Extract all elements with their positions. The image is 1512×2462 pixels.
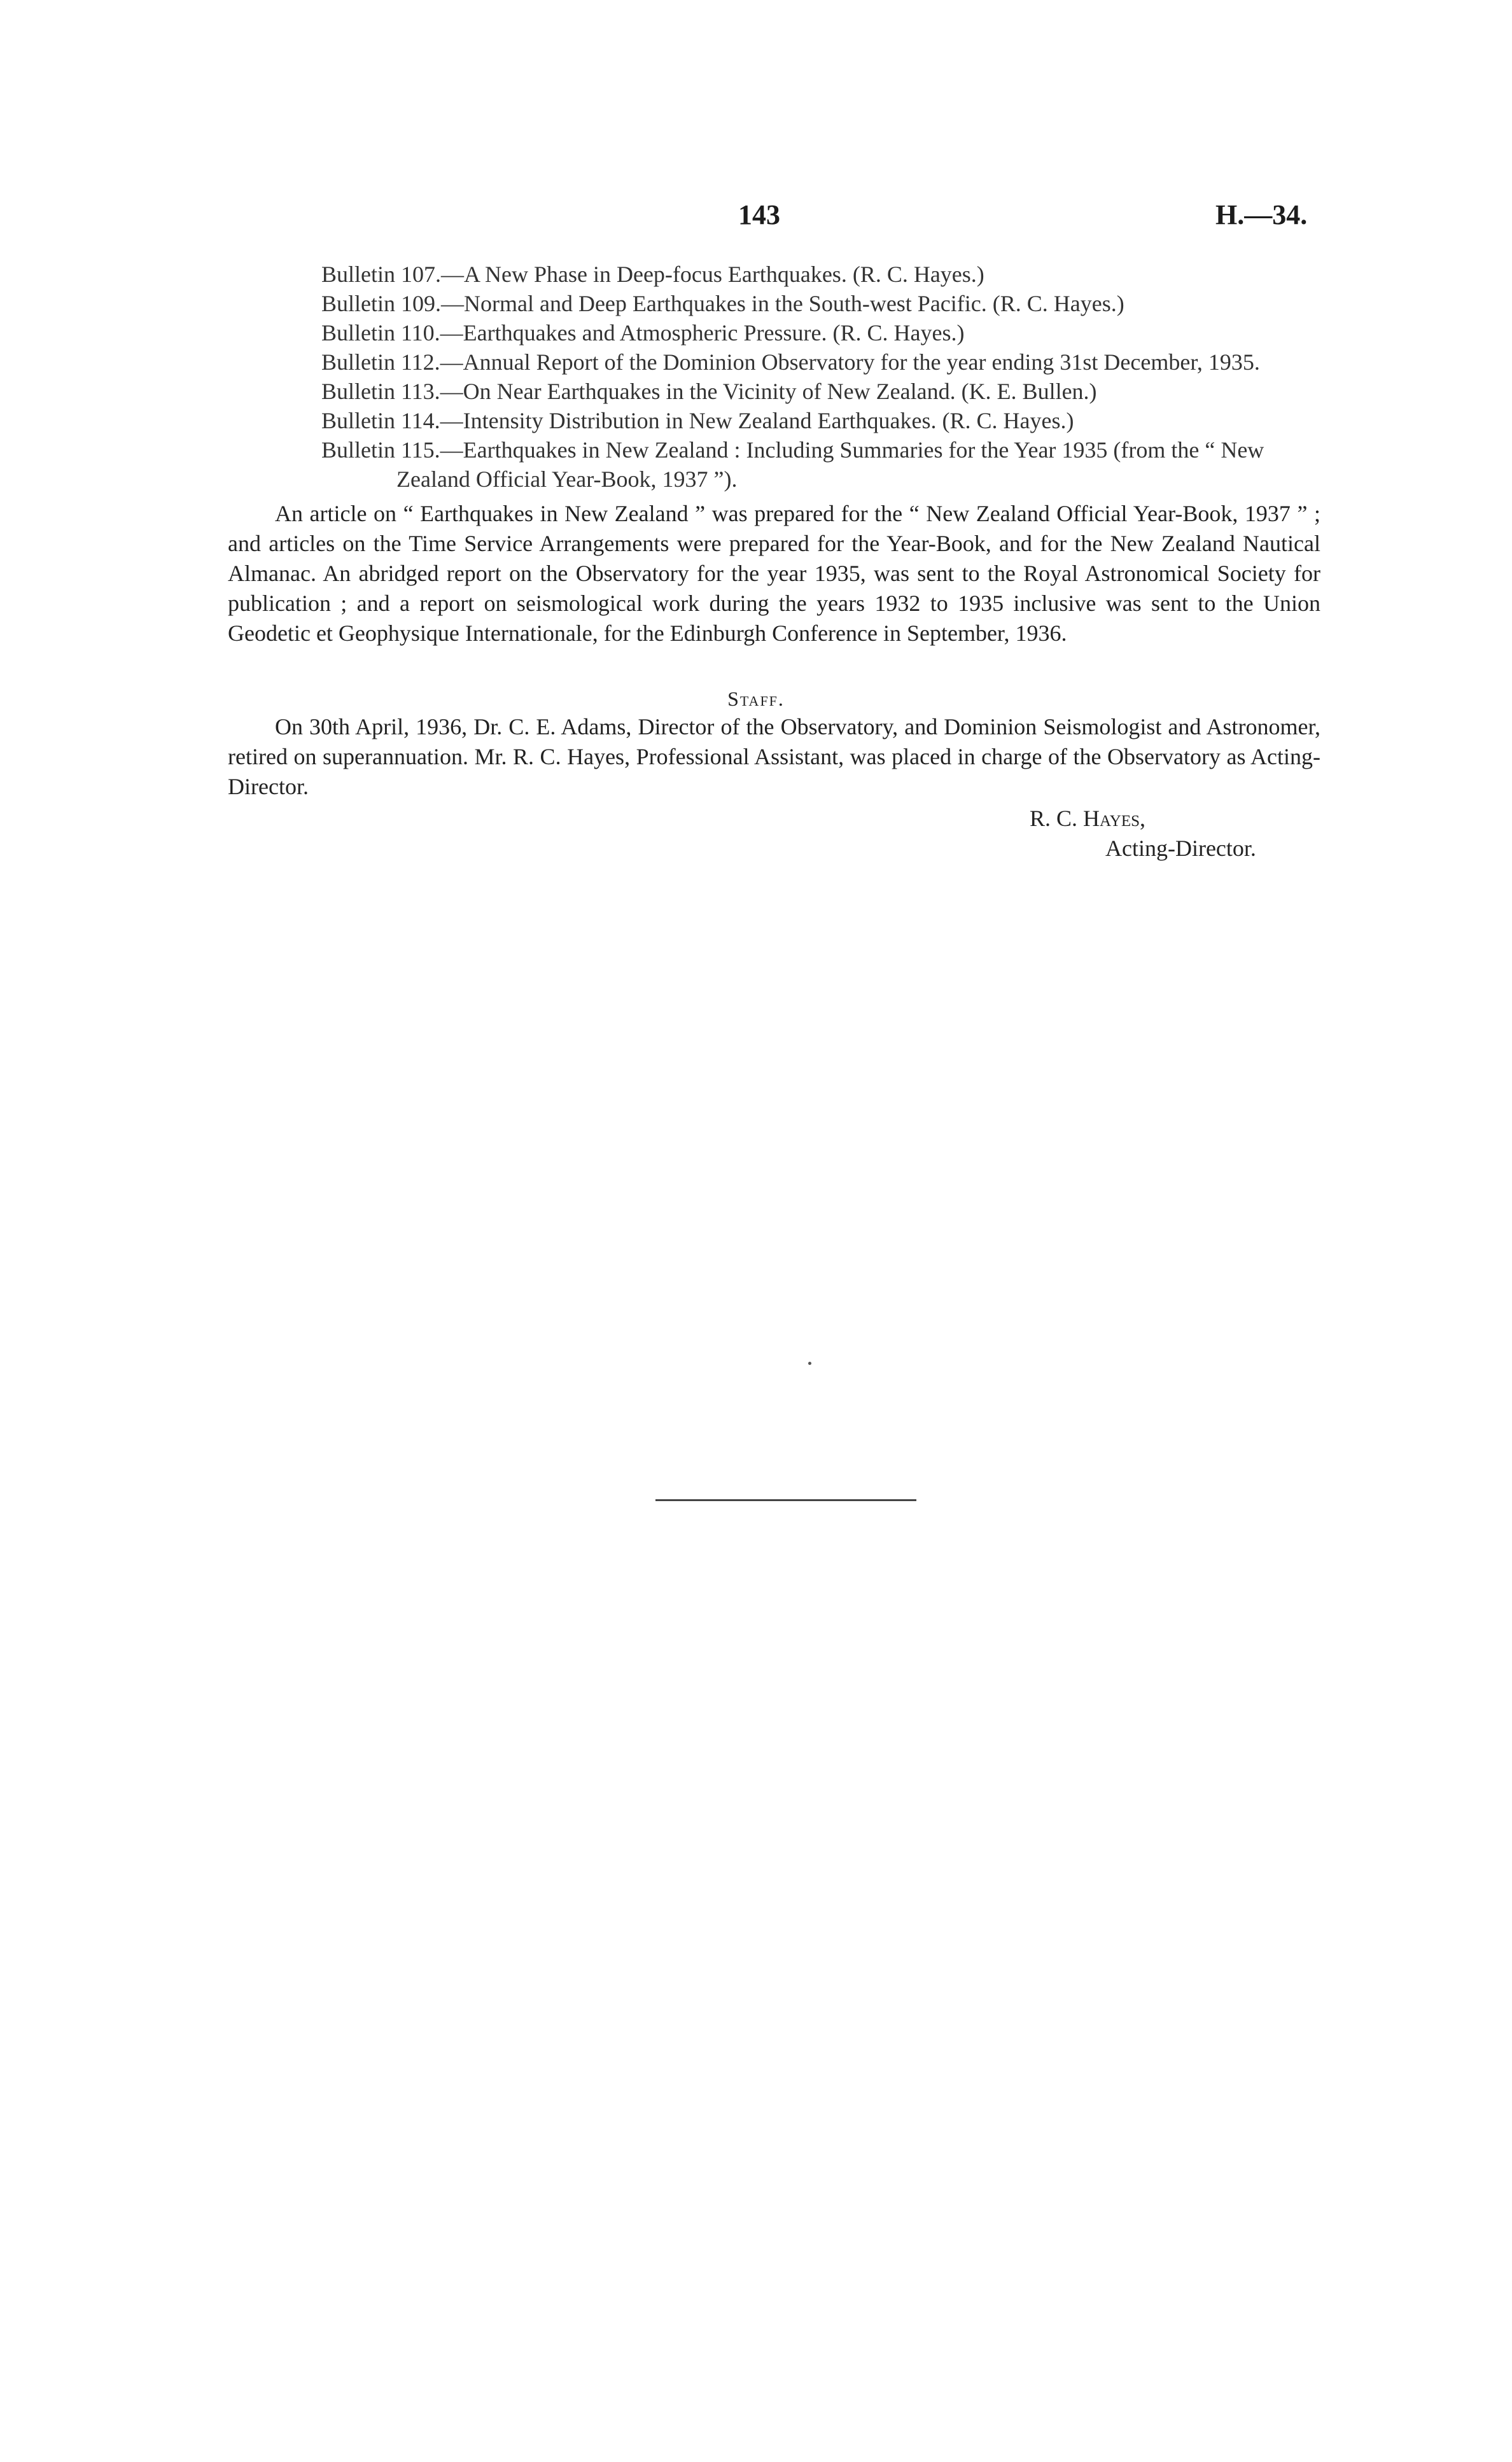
page-reference: H.—34. xyxy=(1215,199,1308,230)
bulletin-item: Bulletin 115.—Earthquakes in New Zealand : Including Summaries for the Year 1935 (from the “ New Zealand Official Year-Book, 1937 ”). xyxy=(321,437,1264,492)
bulletin-list xyxy=(321,260,1327,494)
bulletin-item: Bulletin 110.—Earthquakes and Atmospheric Pressure. (R. C. Hayes.) xyxy=(321,320,965,346)
staff-paragraph: On 30th April, 1936, Dr. C. E. Adams, Director of the Observatory, and Dominion Seismologist and Astronomer, retired on superannuation. Mr. R. C. Hayes, Professional Assistant, was placed in charge of the Observatory as Acting-Director. xyxy=(228,714,1320,799)
bulletin-item: Bulletin 107.—A New Phase in Deep-focus Earthquakes. (R. C. Hayes.) xyxy=(321,262,984,287)
bulletin-item: Bulletin 114.—Intensity Distribution in New Zealand Earthquakes. (R. C. Hayes.) xyxy=(321,408,1074,433)
bulletin-item: Bulletin 113.—On Near Earthquakes in the Vicinity of New Zealand. (K. E. Bullen.) xyxy=(321,379,1097,404)
end-rule xyxy=(655,1499,916,1501)
staff-heading: Staff. xyxy=(727,687,785,710)
bulletin-item: Bulletin 109.—Normal and Deep Earthquakes in the South-west Pacific. (R. C. Hayes.) xyxy=(321,291,1124,316)
signature-title: Acting-Director. xyxy=(1105,836,1256,861)
article-paragraph: An article on “ Earthquakes in New Zealand ” was prepared for the “ New Zealand Official Year-Book, 1937 ” ; and articles on the Time Service Arrangements were prepared for the Year-Book, and for the New Zealand Nautical Almanac. An abridged report on the Observatory for the year 1935, was sent to the Royal Astronomical Society for publication ; and a report on seismological work during the years 1932 to 1935 inclusive was sent to the Union Geodetic et Geophysique Internationale, for the Edinburgh Conference in September, 1936. xyxy=(228,501,1320,646)
scan-speck xyxy=(808,1362,811,1365)
bulletin-item: Bulletin 112.—Annual Report of the Dominion Observatory for the year ending 31st December, 1935. xyxy=(321,349,1260,375)
signature-name: R. C. Hayes, xyxy=(1030,806,1146,831)
page-number: 143 xyxy=(738,199,780,230)
